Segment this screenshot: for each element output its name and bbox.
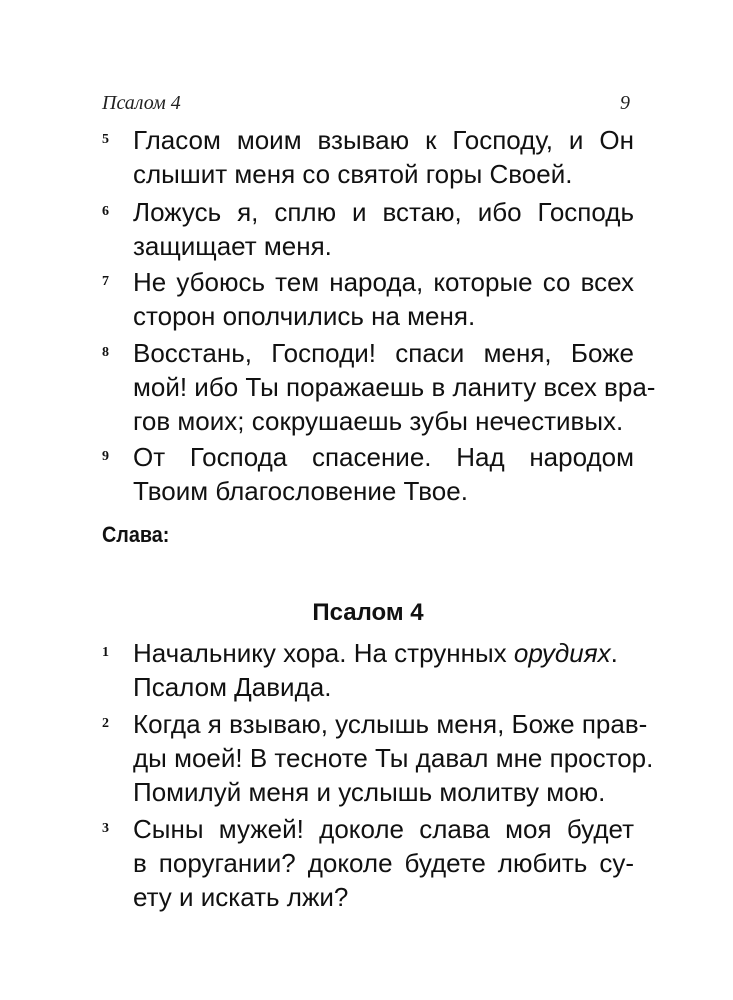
verse-punctuation: . — [610, 638, 618, 668]
verse-line — [133, 636, 634, 670]
verse-line: ету и искать лжи? — [133, 882, 349, 912]
verse-number: 9 — [102, 449, 109, 464]
verse-number: 2 — [102, 716, 109, 731]
psalm-heading: Псалом 4 — [312, 599, 424, 626]
verse-line: Не убоюсь тем народа, которые со всех — [133, 267, 634, 297]
verse-line: Твоим благословение Твое. — [133, 476, 468, 506]
verse-line: От Господа спасение. Над народом — [133, 442, 634, 472]
verse-line: Ложусь я, сплю и встаю, ибо Господь — [133, 197, 634, 227]
verse-line: Гласом моим взываю к Господу, и Он — [133, 125, 634, 155]
verse-number: 5 — [102, 132, 109, 147]
verse-line: Когда я взываю, услышь меня, Боже прав- — [133, 709, 648, 739]
verse-line: Псалом Давида. — [133, 672, 332, 702]
verse-line: ды моей! В тесноте Ты давал мне простор. — [133, 743, 654, 773]
verse-line: защищает меня. — [133, 231, 332, 261]
glory-rubric: Слава: — [102, 522, 170, 547]
verse-number: 1 — [102, 645, 109, 660]
verse-italic-word: орудиях — [513, 638, 611, 668]
verse-line: мой! ибо Ты поражаешь в ланиту всех вра- — [133, 372, 656, 402]
verse-number: 7 — [102, 274, 109, 289]
verse-line: гов моих; сокрушаешь зубы нечестивых. — [133, 406, 624, 436]
verse-line: слышит меня со святой горы Своей. — [133, 159, 573, 189]
running-header — [102, 92, 630, 120]
verse-line: в поругании? доколе будете любить су- — [133, 848, 634, 878]
verse-line: Помилуй меня и услышь молитву мою. — [133, 777, 606, 807]
running-title: Псалом 4 — [102, 92, 181, 114]
verse-number: 8 — [102, 345, 109, 360]
verse-number: 3 — [102, 821, 109, 836]
verse-line: сторон ополчились на меня. — [133, 301, 476, 331]
verse-number: 6 — [102, 204, 109, 219]
page-number: 9 — [620, 92, 630, 114]
verse-line: Сыны мужей! доколе слава моя будет — [133, 814, 634, 844]
verse-line: Восстань, Господи! спаси меня, Боже — [133, 338, 634, 368]
verse-text: Начальнику хора. На струнных — [133, 638, 507, 668]
